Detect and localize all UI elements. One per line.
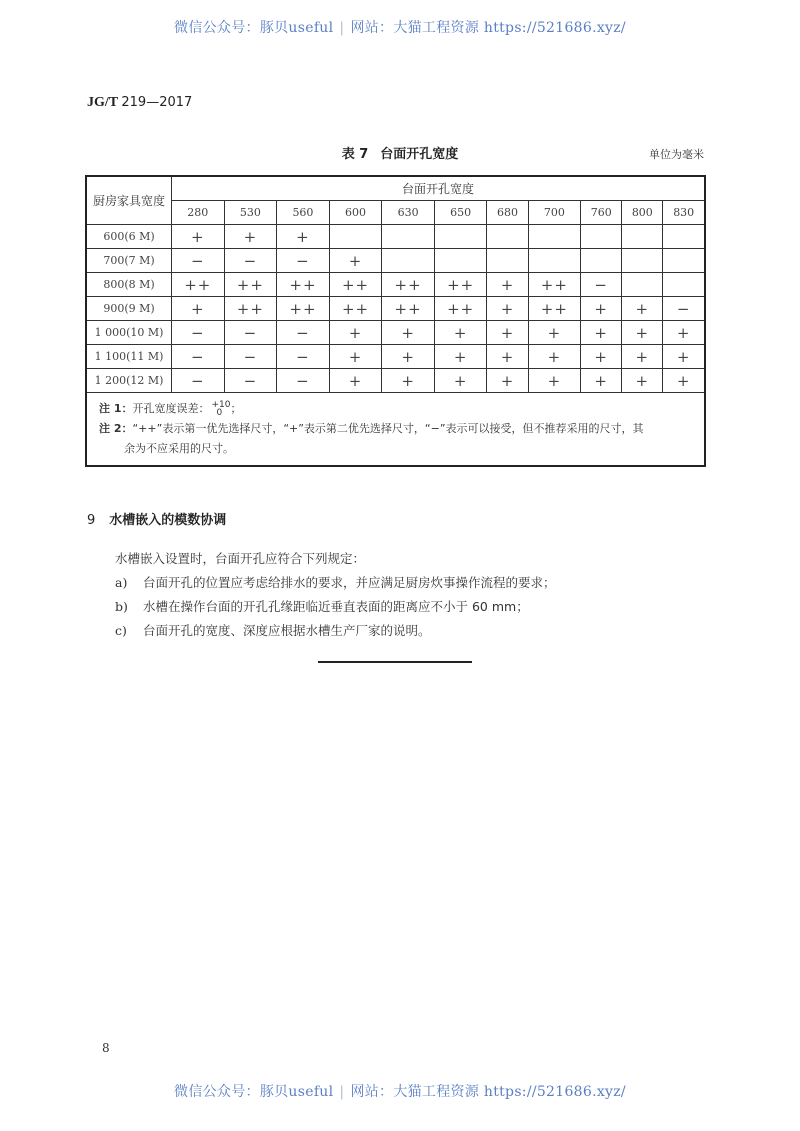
list-label: a) (115, 575, 128, 590)
table-cell: − (224, 345, 277, 369)
table-cell: − (172, 369, 225, 393)
table-cell: ++ (277, 273, 330, 297)
section-number: 9 (87, 513, 96, 528)
table-row (86, 297, 705, 321)
note-2-label: 注 2： (99, 422, 133, 435)
list-label: b) (115, 599, 128, 614)
tolerance-value (211, 401, 230, 417)
column-header: 630 (382, 201, 435, 225)
table-cell (487, 225, 528, 249)
tolerance-lower: 0 (216, 408, 223, 418)
table-cell: − (224, 321, 277, 345)
table-cell (622, 225, 663, 249)
column-header: 280 (172, 201, 225, 225)
table-cell (528, 249, 581, 273)
list-text: 水槽在操作台面的开孔孔缘距临近垂直表面的距离应不小于 60 mm； (143, 599, 529, 614)
table-cell (382, 249, 435, 273)
watermark-wechat-text: 微信公众号：豚贝useful (174, 1084, 334, 1100)
column-header: 560 (277, 201, 330, 225)
note-2-text-line-1: “++”表示第一优先选择尺寸，“+”表示第二优先选择尺寸，“−”表示可以接受，但不推荐采用的尺寸，其 (132, 422, 644, 435)
section-heading (87, 509, 226, 528)
list-item-c (115, 619, 556, 643)
table-cell: − (277, 369, 330, 393)
table-cell: − (172, 249, 225, 273)
table-cell: ++ (382, 297, 435, 321)
table-number: 表 7 (341, 147, 369, 162)
table-cell: ++ (434, 297, 487, 321)
watermark-separator: | (339, 20, 345, 36)
row-header-title: 厨房家具宽度 (86, 176, 172, 225)
table-cell: + (487, 369, 528, 393)
row-label: 900(9 M) (86, 297, 172, 321)
table-cell: + (622, 297, 663, 321)
table-cell (622, 273, 663, 297)
watermark-top (0, 17, 800, 37)
table-cell: + (382, 369, 435, 393)
table-cell: − (172, 321, 225, 345)
table-cell: ++ (329, 297, 382, 321)
table-cell: − (581, 273, 622, 297)
table-cell: ++ (172, 273, 225, 297)
column-header: 650 (434, 201, 487, 225)
list-item-a (115, 571, 556, 595)
table-row (86, 321, 705, 345)
table-cell: + (663, 321, 705, 345)
table-cell: + (622, 321, 663, 345)
table-row (86, 345, 705, 369)
watermark-separator: | (339, 1084, 345, 1100)
table-cell: − (172, 345, 225, 369)
list-item-b (115, 595, 556, 619)
table-cell: + (581, 369, 622, 393)
note-1-end: ； (230, 402, 242, 415)
table-cell (622, 249, 663, 273)
unit-note: 单位为毫米 (649, 148, 704, 161)
row-label: 1 000(10 M) (86, 321, 172, 345)
column-header: 600 (329, 201, 382, 225)
table-notes (86, 393, 705, 467)
column-header: 530 (224, 201, 277, 225)
end-of-document-rule (318, 661, 472, 663)
table-cell: + (487, 273, 528, 297)
table-cell: + (581, 321, 622, 345)
table-header-row-1 (86, 176, 705, 201)
table-cell: − (224, 249, 277, 273)
note-1-text: 开孔宽度误差： (132, 402, 210, 415)
row-label: 1 200(12 M) (86, 369, 172, 393)
column-header: 830 (663, 201, 705, 225)
table-cell: + (487, 345, 528, 369)
note-2-text-line-2: 余为不应采用的尺寸。 (124, 442, 234, 455)
watermark-website-text: 网站：大猫工程资源 https://521686.xyz/ (350, 1084, 626, 1100)
table-cell: + (487, 321, 528, 345)
table-cell: + (434, 345, 487, 369)
table-cell: ++ (528, 297, 581, 321)
table-cell: + (382, 321, 435, 345)
table-cell: + (172, 297, 225, 321)
table-cell: ++ (434, 273, 487, 297)
watermark-website-text: 网站：大猫工程资源 https://521686.xyz/ (350, 20, 626, 36)
table-cell: − (277, 321, 330, 345)
row-label: 700(7 M) (86, 249, 172, 273)
column-header: 700 (528, 201, 581, 225)
table-row (86, 273, 705, 297)
note-2 (99, 419, 704, 459)
row-label: 1 100(11 M) (86, 345, 172, 369)
table-cell: − (277, 345, 330, 369)
table-cell: ++ (528, 273, 581, 297)
table-cell (663, 273, 705, 297)
table-cell: + (172, 225, 225, 249)
table-title: 台面开孔宽度 (380, 147, 459, 162)
table-header-row-2 (86, 201, 705, 225)
table-cell (663, 249, 705, 273)
list-label: c) (115, 623, 127, 638)
standard-number: 219—2017 (121, 95, 193, 110)
table-cell: − (224, 369, 277, 393)
table-cell: + (329, 321, 382, 345)
table-cell (329, 225, 382, 249)
table-cell: + (277, 225, 330, 249)
table-cell: ++ (224, 297, 277, 321)
table-cell: + (487, 297, 528, 321)
table-cell: + (434, 369, 487, 393)
standard-prefix: JG/T (87, 95, 118, 110)
section-intro: 水槽嵌入设置时，台面开孔应符合下列规定： (115, 551, 366, 566)
row-label: 800(8 M) (86, 273, 172, 297)
table-cell: + (329, 249, 382, 273)
table-cell: ++ (329, 273, 382, 297)
page-number: 8 (102, 1041, 110, 1055)
column-header: 800 (622, 201, 663, 225)
note-1 (99, 399, 704, 419)
watermark-bottom (0, 1081, 800, 1101)
table-cell: − (663, 297, 705, 321)
table-cell: + (528, 345, 581, 369)
table-cell (434, 249, 487, 273)
table-cell: + (622, 345, 663, 369)
table-cell: ++ (277, 297, 330, 321)
table-cell: + (528, 321, 581, 345)
table-cell: + (663, 345, 705, 369)
row-label: 600(6 M) (86, 225, 172, 249)
note-1-label: 注 1： (99, 402, 133, 415)
table-cell: + (434, 321, 487, 345)
table-cell: + (224, 225, 277, 249)
section-title: 水槽嵌入的模数协调 (109, 513, 227, 528)
countertop-opening-width-table (85, 175, 706, 467)
section-body (115, 547, 556, 643)
table-row (86, 225, 705, 249)
table-row (86, 249, 705, 273)
table-cell (434, 225, 487, 249)
table-cell: + (622, 369, 663, 393)
table-cell: ++ (382, 273, 435, 297)
table-cell: + (329, 345, 382, 369)
table-cell (581, 249, 622, 273)
table-cell (663, 225, 705, 249)
table-cell (487, 249, 528, 273)
table-cell: + (528, 369, 581, 393)
list-text: 台面开孔的位置应考虑给排水的要求，并应满足厨房炊事操作流程的要求； (143, 575, 556, 590)
table-notes-row (86, 393, 705, 467)
column-header: 680 (487, 201, 528, 225)
table-body (86, 225, 705, 393)
standard-code (87, 95, 192, 111)
table-row (86, 369, 705, 393)
column-header: 760 (581, 201, 622, 225)
table-cell (382, 225, 435, 249)
tolerance-upper: +10 (211, 400, 231, 410)
table-cell: − (277, 249, 330, 273)
table-cell: + (581, 297, 622, 321)
table-cell: + (382, 345, 435, 369)
table-cell: ++ (224, 273, 277, 297)
group-header: 台面开孔宽度 (172, 176, 706, 201)
watermark-wechat-text: 微信公众号：豚贝useful (174, 20, 334, 36)
table-cell (581, 225, 622, 249)
list-text: 台面开孔的宽度、深度应根据水槽生产厂家的说明。 (143, 623, 431, 638)
table-cell: + (329, 369, 382, 393)
table-cell (528, 225, 581, 249)
table-cell: + (581, 345, 622, 369)
table-cell: + (663, 369, 705, 393)
